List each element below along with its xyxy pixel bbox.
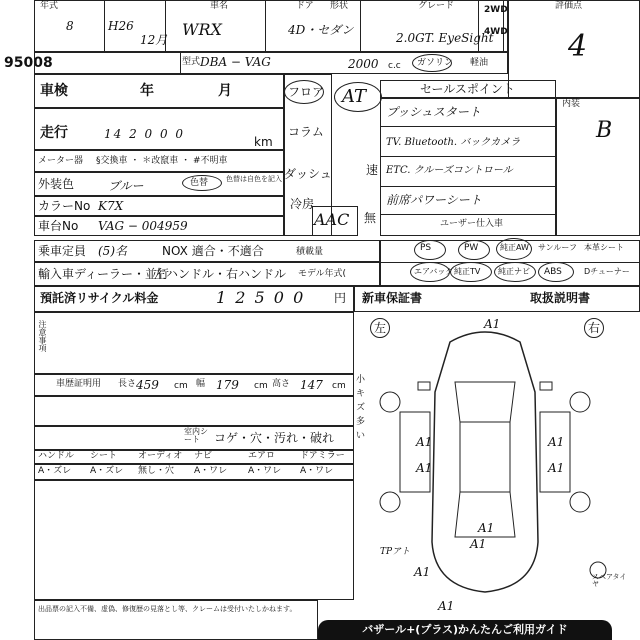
model-label: 型式 — [182, 57, 201, 67]
height-label: 高さ — [272, 379, 291, 389]
length-value: 459 — [136, 378, 159, 392]
interior-score: B — [596, 118, 613, 143]
shape-label: 形状 — [330, 1, 349, 11]
recycle-value: 1 2 5 0 0 — [216, 288, 306, 307]
handle-h2: オーディオ — [138, 451, 183, 461]
color-change: 色替 — [190, 178, 209, 188]
diagram-left-label: 左 — [374, 321, 387, 335]
handle-h1: シート — [90, 451, 118, 461]
shaken-label: 車検 — [40, 83, 68, 99]
value-v5: A・ワレ — [300, 466, 334, 476]
length-unit: cm — [174, 381, 188, 391]
value-v0: A・ズレ — [38, 466, 72, 476]
frame-value: VAG − 004959 — [98, 219, 188, 233]
score-value: 4 — [568, 29, 588, 64]
guide-banner[interactable]: バザール+(プラス)かんたんご利用ガイド — [318, 620, 612, 640]
value-v1: A・ズレ — [90, 466, 124, 476]
equip-tv: 純正TV — [454, 267, 481, 276]
side-word-1: キ — [356, 389, 366, 399]
shaken-year-unit: 年 — [140, 83, 154, 99]
mark-right-rear-door: A1 — [548, 461, 565, 475]
year-value: H26 — [108, 19, 134, 33]
load-label: 積載量 — [296, 247, 324, 257]
equip-dtuner: Dチューナー — [584, 267, 630, 276]
value-v3: A・ワレ — [194, 466, 228, 476]
value-v2: 無し・穴 — [138, 466, 175, 476]
transmission: AT — [342, 86, 367, 107]
mark-left-rear-door: A1 — [416, 461, 433, 475]
side-word-2: ズ — [356, 403, 366, 413]
body-type: 4D・セダン — [288, 23, 354, 37]
mark-rear: A1 — [470, 537, 487, 551]
model-year: モデル年式( — [298, 269, 347, 279]
handle-h0: ハンドル — [38, 451, 75, 461]
model-code: DBA − VAG — [200, 55, 271, 69]
month-value: 12月 — [140, 33, 168, 47]
manual-label: 取扱説明書 — [530, 291, 591, 305]
mark-trunk: A1 — [478, 521, 495, 535]
aircon-value: AAC — [314, 210, 350, 229]
meter-label: メーター器 — [38, 156, 84, 166]
dash-label: ダッシュ — [284, 167, 332, 181]
notes-box — [34, 312, 354, 374]
handle-h5: ドアミラー — [300, 451, 345, 461]
width-unit: cm — [254, 381, 268, 391]
mark-tp: TPアト — [380, 547, 411, 557]
score-label: 評価点 — [555, 1, 583, 11]
nox: NOX 適合・不適合 — [162, 244, 264, 258]
equip-abs: ABS — [544, 267, 562, 277]
sales-point-5: ユーザー仕入車 — [440, 219, 504, 229]
carname-label: 車名 — [210, 1, 229, 11]
displacement-unit: c.c — [388, 61, 401, 71]
mileage-unit: km — [254, 135, 273, 149]
warranty-label: 新車保証書 — [362, 291, 423, 305]
equip-sunroof: サンルーフ — [538, 243, 577, 252]
floor-label: フロア — [288, 85, 325, 99]
drive-2wd: 2WD — [484, 5, 508, 15]
length-label: 長さ — [118, 379, 137, 389]
drive-4wd: 4WD — [484, 27, 508, 37]
meter-options: §交換車 ・ ＊改竄車 ・ #不明車 — [96, 156, 228, 166]
height-unit: cm — [332, 381, 346, 391]
grade-value: 2.0GT. EyeSight — [396, 31, 494, 45]
capacity-value: (5)名 — [98, 244, 127, 258]
notes-label: 注意事項 — [38, 320, 47, 352]
handle-side: 左ハンドル・右ハンドル — [154, 267, 287, 281]
equip-aw: 純正AW — [500, 243, 529, 252]
sales-point-4: 前席パワーシート — [386, 193, 482, 207]
count-label: 年式 — [40, 1, 59, 11]
grade-label: グレード — [418, 1, 455, 11]
equip-ps: PS — [420, 243, 432, 253]
spare-label: スペアタイヤ — [592, 573, 627, 588]
equip-pw: PW — [464, 243, 479, 253]
recycle-label: 預託済リサイクル料金 — [40, 291, 159, 305]
speed-label: 速 — [366, 163, 379, 177]
side-word-4: い — [356, 431, 366, 441]
width-label: 幅 — [196, 379, 206, 389]
equip-airbag: エアバッグ — [414, 267, 454, 276]
sales-point-label: セールスポイント — [420, 82, 515, 96]
aircon-label: 冷房 — [290, 197, 315, 211]
mark-front: A1 — [484, 317, 501, 331]
diagram-right-label: 右 — [588, 321, 601, 335]
sales-point-1: プッシュスタート — [386, 105, 481, 119]
color-value: ブルー — [108, 179, 144, 193]
side-word-0: 小 — [356, 375, 366, 385]
value-v4: A・ワレ — [248, 466, 282, 476]
remarks-box — [34, 480, 354, 600]
mark-left-front-door: A1 — [416, 435, 433, 449]
color-label: 外装色 — [38, 177, 75, 191]
fuel-gas: ガソリン — [417, 58, 454, 68]
mark-right-front-door: A1 — [548, 435, 565, 449]
car-name: WRX — [182, 20, 222, 39]
mark-bottom: A1 — [438, 599, 455, 613]
footer-note: 出品票の記入不備、虚偽、修復歴の見落とし等、クレームは受付いたしかねます。 — [38, 605, 297, 613]
nashi-label: 無 — [364, 211, 377, 225]
color-no-value: K7X — [98, 199, 124, 213]
fuel-light: 軽油 — [470, 58, 489, 68]
door-label: ドア — [296, 1, 314, 11]
interior-label: 内装 — [562, 99, 581, 109]
color-no-label: カラーNo — [38, 199, 91, 213]
import-label: 輸入車 — [38, 267, 75, 281]
recycle-unit: 円 — [334, 291, 347, 305]
car-diagram — [360, 312, 620, 612]
lot-number: 95008 — [4, 55, 53, 71]
handle-h4: エアロ — [248, 451, 276, 461]
frame-label: 車台No — [38, 219, 79, 233]
capacity-label: 乗車定員 — [38, 244, 87, 258]
color-note: 色替は自色を記入 — [226, 175, 282, 183]
equip-leather: 本革シート — [584, 243, 624, 252]
column-label: コラム — [288, 125, 324, 139]
shaken-row — [34, 74, 284, 108]
width-value: 179 — [216, 378, 239, 392]
side-word-3: 多 — [356, 417, 366, 427]
sales-point-3: ETC. クルーズコントロール — [386, 165, 513, 176]
blank-row — [34, 396, 354, 426]
mark-rear-left: A1 — [414, 565, 431, 579]
height-value: 147 — [300, 378, 323, 392]
handle-h3: ナビ — [194, 451, 213, 461]
count-value: 8 — [66, 19, 74, 33]
displacement: 2000 — [348, 57, 379, 71]
interior-seat-label: 室内シート — [184, 427, 208, 444]
cert-label: 車歴証明用 — [56, 379, 102, 389]
sales-point-2: TV. Bluetooth. バックカメラ — [386, 137, 521, 148]
shaken-month-unit: 月 — [218, 83, 232, 99]
import-options: ディーラー・並行 — [74, 267, 170, 281]
mileage-label: 走行 — [40, 125, 68, 141]
damage-header: コゲ・穴・汚れ・破れ — [214, 431, 335, 445]
mileage-value: 14 2 0 0 0 — [104, 127, 186, 141]
equip-navi: 純正ナビ — [498, 267, 530, 276]
